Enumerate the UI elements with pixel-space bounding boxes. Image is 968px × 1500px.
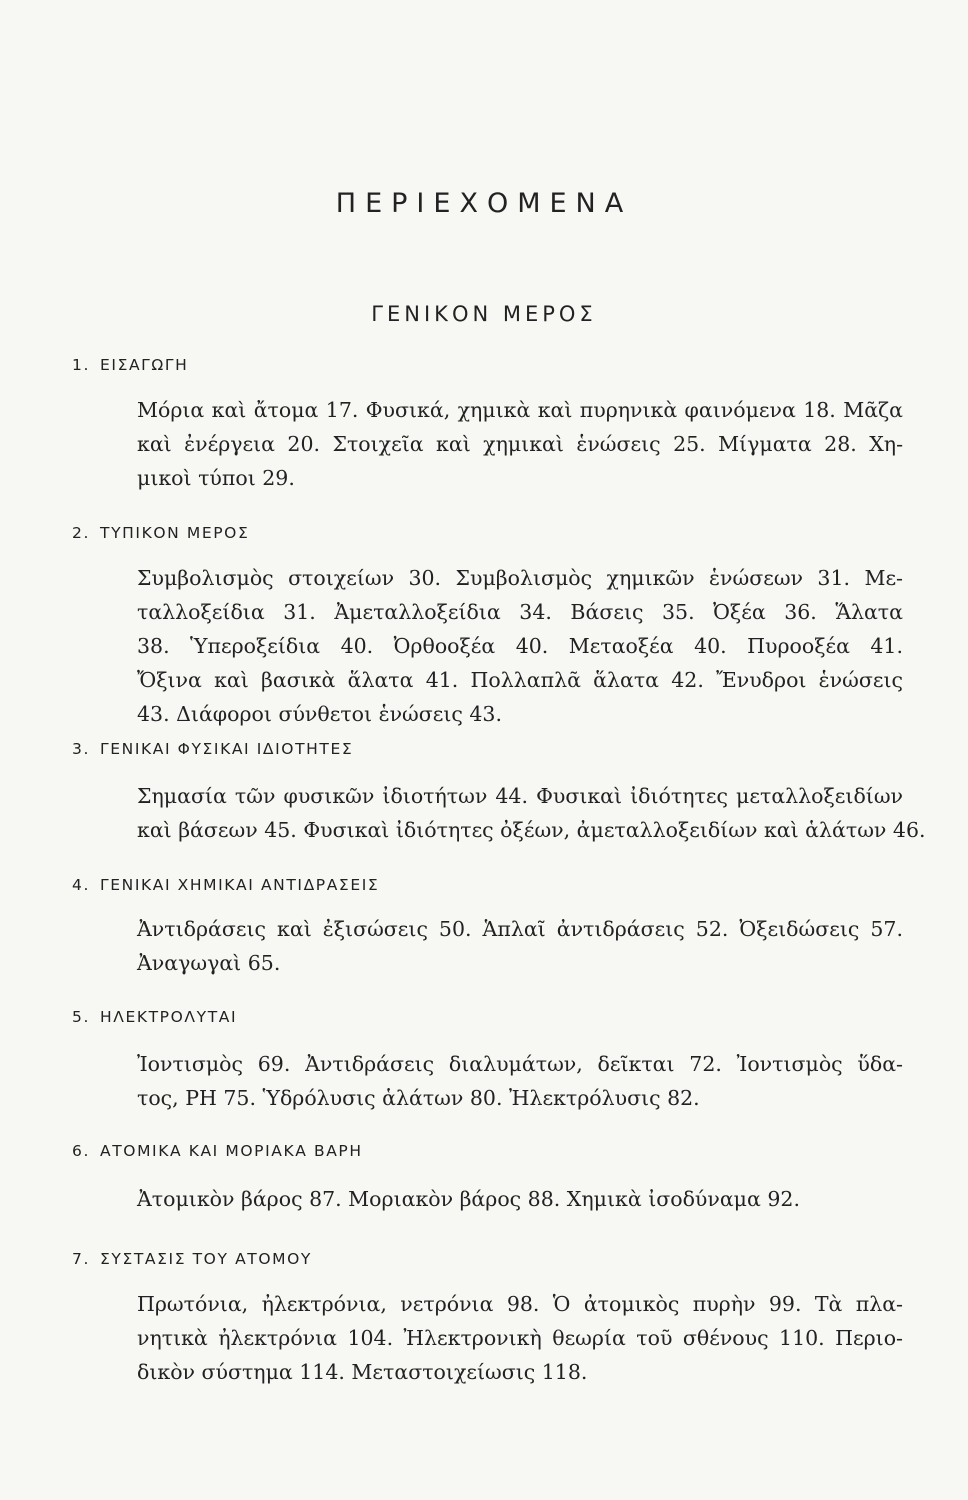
- text-line: Ἀτομικὸν βάρος 87. Μοριακὸν βάρος 88. Χημικὰ ἰσοδύναμα 92.: [137, 1187, 800, 1211]
- section-title: ΤΥΠΙΚΟΝ ΜΕΡΟΣ: [100, 524, 250, 542]
- section-number: 7.: [72, 1250, 90, 1268]
- section-number: 6.: [72, 1142, 90, 1160]
- section-text: [137, 1047, 903, 1115]
- section-heading: [72, 524, 249, 542]
- text-line: μικοὶ τύποι 29.: [137, 466, 295, 490]
- section-text: [137, 779, 926, 847]
- text-line: καὶ ἐνέργεια 20. Στοιχεῖα καὶ χημικαὶ ἑνώσεις 25. Μίγματα 28. Χη-: [137, 432, 903, 456]
- section-number: 4.: [72, 876, 90, 894]
- section-heading: [72, 876, 379, 894]
- text-line: 43. Διάφοροι σύνθετοι ἑνώσεις 43.: [137, 702, 502, 726]
- section-heading: [72, 740, 353, 758]
- text-line: Πρωτόνια, ἠλεκτρόνια, νετρόνια 98. Ὁ ἀτομικὸς πυρὴν 99. Τὰ πλα-: [137, 1292, 903, 1316]
- section-heading: [72, 1142, 363, 1160]
- part-title: ΓΕΝΙΚΟΝ ΜΕΡΟΣ: [371, 302, 597, 326]
- text-line: Ὄξινα καὶ βασικὰ ἅλατα 41. Πολλαπλᾶ ἅλατα 42. Ἔνυδροι ἑνώσεις: [137, 668, 903, 692]
- section-text: [137, 1287, 903, 1389]
- text-line: Ἀναγωγαὶ 65.: [137, 951, 281, 975]
- text-line: Σημασία τῶν φυσικῶν ἰδιοτήτων 44. Φυσικαὶ ἰδιότητες μεταλλοξειδίων: [137, 784, 903, 808]
- section-title: ΕΙΣΑΓΩΓΗ: [100, 356, 189, 374]
- text-line: Ἀντιδράσεις καὶ ἐξισώσεις 50. Ἁπλαῖ ἀντιδράσεις 52. Ὀξειδώσεις 57.: [137, 917, 903, 941]
- section-text: [137, 1182, 903, 1216]
- text-line: 38. Ὑπεροξείδια 40. Ὀρθοοξέα 40. Μεταοξέα 40. Πυροοξέα 41.: [137, 634, 903, 658]
- section-title: ΓΕΝΙΚΑΙ ΦΥΣΙΚΑΙ ΙΔΙΟΤΗΤΕΣ: [100, 740, 354, 758]
- text-line: ταλλοξείδια 31. Ἀμεταλλοξείδια 34. Βάσεις 35. Ὀξέα 36. Ἅλατα: [137, 600, 903, 624]
- section-number: 1.: [72, 356, 90, 374]
- text-line: Μόρια καὶ ἄτομα 17. Φυσικά, χημικὰ καὶ πυρηνικὰ φαινόμενα 18. Μᾶζα: [137, 398, 903, 422]
- section-number: 5.: [72, 1008, 90, 1026]
- section-number: 2.: [72, 524, 90, 542]
- section-text: [137, 561, 903, 731]
- page-title: ΠΕΡΙΕΧΟΜΕΝΑ: [335, 188, 633, 219]
- text-line: Συμβολισμὸς στοιχείων 30. Συμβολισμὸς χημικῶν ἑνώσεων 31. Με-: [137, 566, 903, 590]
- text-line: καὶ βάσεων 45. Φυσικαὶ ἰδιότητες ὀξέων, ἀμεταλλοξειδίων καὶ ἁλάτων 46.: [137, 818, 926, 842]
- section-title: ΓΕΝΙΚΑΙ ΧΗΜΙΚΑΙ ΑΝΤΙΔΡΑΣΕΙΣ: [100, 876, 380, 894]
- section-heading: [72, 356, 188, 374]
- section-title: ΑΤΟΜΙΚΑ ΚΑΙ ΜΟΡΙΑΚΑ ΒΑΡΗ: [100, 1142, 363, 1160]
- section-title: ΗΛΕΚΤΡΟΛΥΤΑΙ: [100, 1008, 238, 1026]
- section-title: ΣΥΣΤΑΣΙΣ ΤΟΥ ΑΤΟΜΟΥ: [100, 1250, 312, 1268]
- section-number: 3.: [72, 740, 90, 758]
- section-heading: [72, 1008, 237, 1026]
- text-line: νητικὰ ἠλεκτρόνια 104. Ἠλεκτρονικὴ θεωρία τοῦ σθένους 110. Περιο-: [137, 1326, 903, 1350]
- text-line: Ἰοντισμὸς 69. Ἀντιδράσεις διαλυμάτων, δεῖκται 72. Ἰοντισμὸς ὕδα-: [137, 1052, 903, 1076]
- text-line: τος, PH 75. Ὑδρόλυσις ἁλάτων 80. Ἠλεκτρόλυσις 82.: [137, 1086, 700, 1110]
- section-heading: [72, 1250, 312, 1268]
- section-text: [137, 912, 903, 980]
- text-line: δικὸν σύστημα 114. Μεταστοιχείωσις 118.: [137, 1360, 588, 1384]
- section-text: [137, 393, 903, 495]
